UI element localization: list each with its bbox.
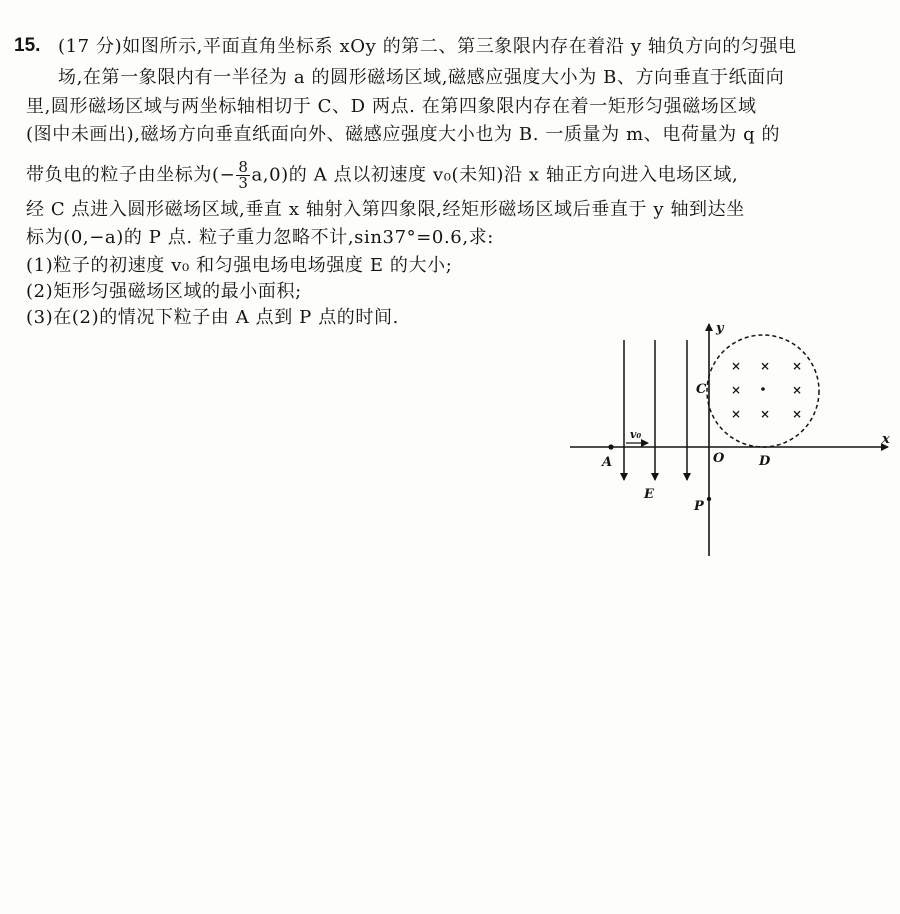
- physics-diagram: [566, 318, 896, 563]
- problem-line-5: [26, 160, 738, 191]
- velocity-label: v₀: [630, 428, 642, 441]
- y-axis-label: y: [716, 321, 724, 336]
- problem-line-5-start: 带负电的粒子由坐标为(−: [26, 164, 236, 186]
- x-axis-label: x: [882, 432, 890, 447]
- point-a-label: A: [602, 455, 613, 470]
- question-1: (1)粒子的初速度 v₀ 和匀强电场电场强度 E 的大小;: [26, 255, 453, 276]
- field-cross-mark: ×: [760, 407, 771, 421]
- circle-center-dot: [761, 387, 765, 391]
- field-cross-mark: ×: [731, 383, 742, 397]
- fraction-eight-thirds: [236, 160, 250, 191]
- point-c-label: C: [696, 382, 707, 397]
- point-d-label: D: [759, 454, 771, 469]
- origin-label: O: [713, 451, 725, 466]
- field-cross-mark: ×: [792, 407, 803, 421]
- problem-line-4: (图中未画出),磁场方向垂直纸面向外、磁感应强度大小也为 B. 一质量为 m、电荷量为 q 的: [26, 124, 781, 145]
- point-p-label: P: [694, 499, 704, 514]
- problem-line-2: 场,在第一象限内有一半径为 a 的圆形磁场区域,磁感应强度大小为 B、方向垂直于纸面向: [58, 67, 785, 88]
- field-cross-mark: ×: [731, 407, 742, 421]
- problem-line-5-end: a,0)的 A 点以初速度 v₀(未知)沿 x 轴正方向进入电场区域,: [251, 164, 739, 186]
- problem-line-6: 经 C 点进入圆形磁场区域,垂直 x 轴射入第四象限,经矩形磁场区域后垂直于 y 轴到达坐: [26, 199, 745, 220]
- problem-line-1: (17 分)如图所示,平面直角坐标系 xOy 的第二、第三象限内存在着沿 y 轴负方向的匀强电: [58, 36, 797, 57]
- field-cross-mark: ×: [760, 359, 771, 373]
- problem-number: 15.: [14, 35, 41, 56]
- field-cross-mark: ×: [792, 383, 803, 397]
- fraction-denominator: 3: [238, 174, 249, 192]
- point-a-dot: [608, 444, 613, 449]
- field-cross-mark: ×: [792, 359, 803, 373]
- field-e-label: E: [644, 487, 654, 502]
- point-p-dot: [707, 497, 711, 501]
- question-3: (3)在(2)的情况下粒子由 A 点到 P 点的时间.: [26, 307, 399, 328]
- problem-line-7: 标为(0,−a)的 P 点. 粒子重力忽略不计,sin37°=0.6,求:: [26, 227, 494, 248]
- problem-line-3: 里,圆形磁场区域与两坐标轴相切于 C、D 两点. 在第四象限内存在着一矩形匀强磁场区域: [26, 96, 757, 117]
- magnetic-field-circle: [707, 335, 819, 447]
- question-2: (2)矩形匀强磁场区域的最小面积;: [26, 281, 302, 302]
- fraction-numerator: 8: [238, 158, 249, 176]
- field-cross-mark: ×: [731, 359, 742, 373]
